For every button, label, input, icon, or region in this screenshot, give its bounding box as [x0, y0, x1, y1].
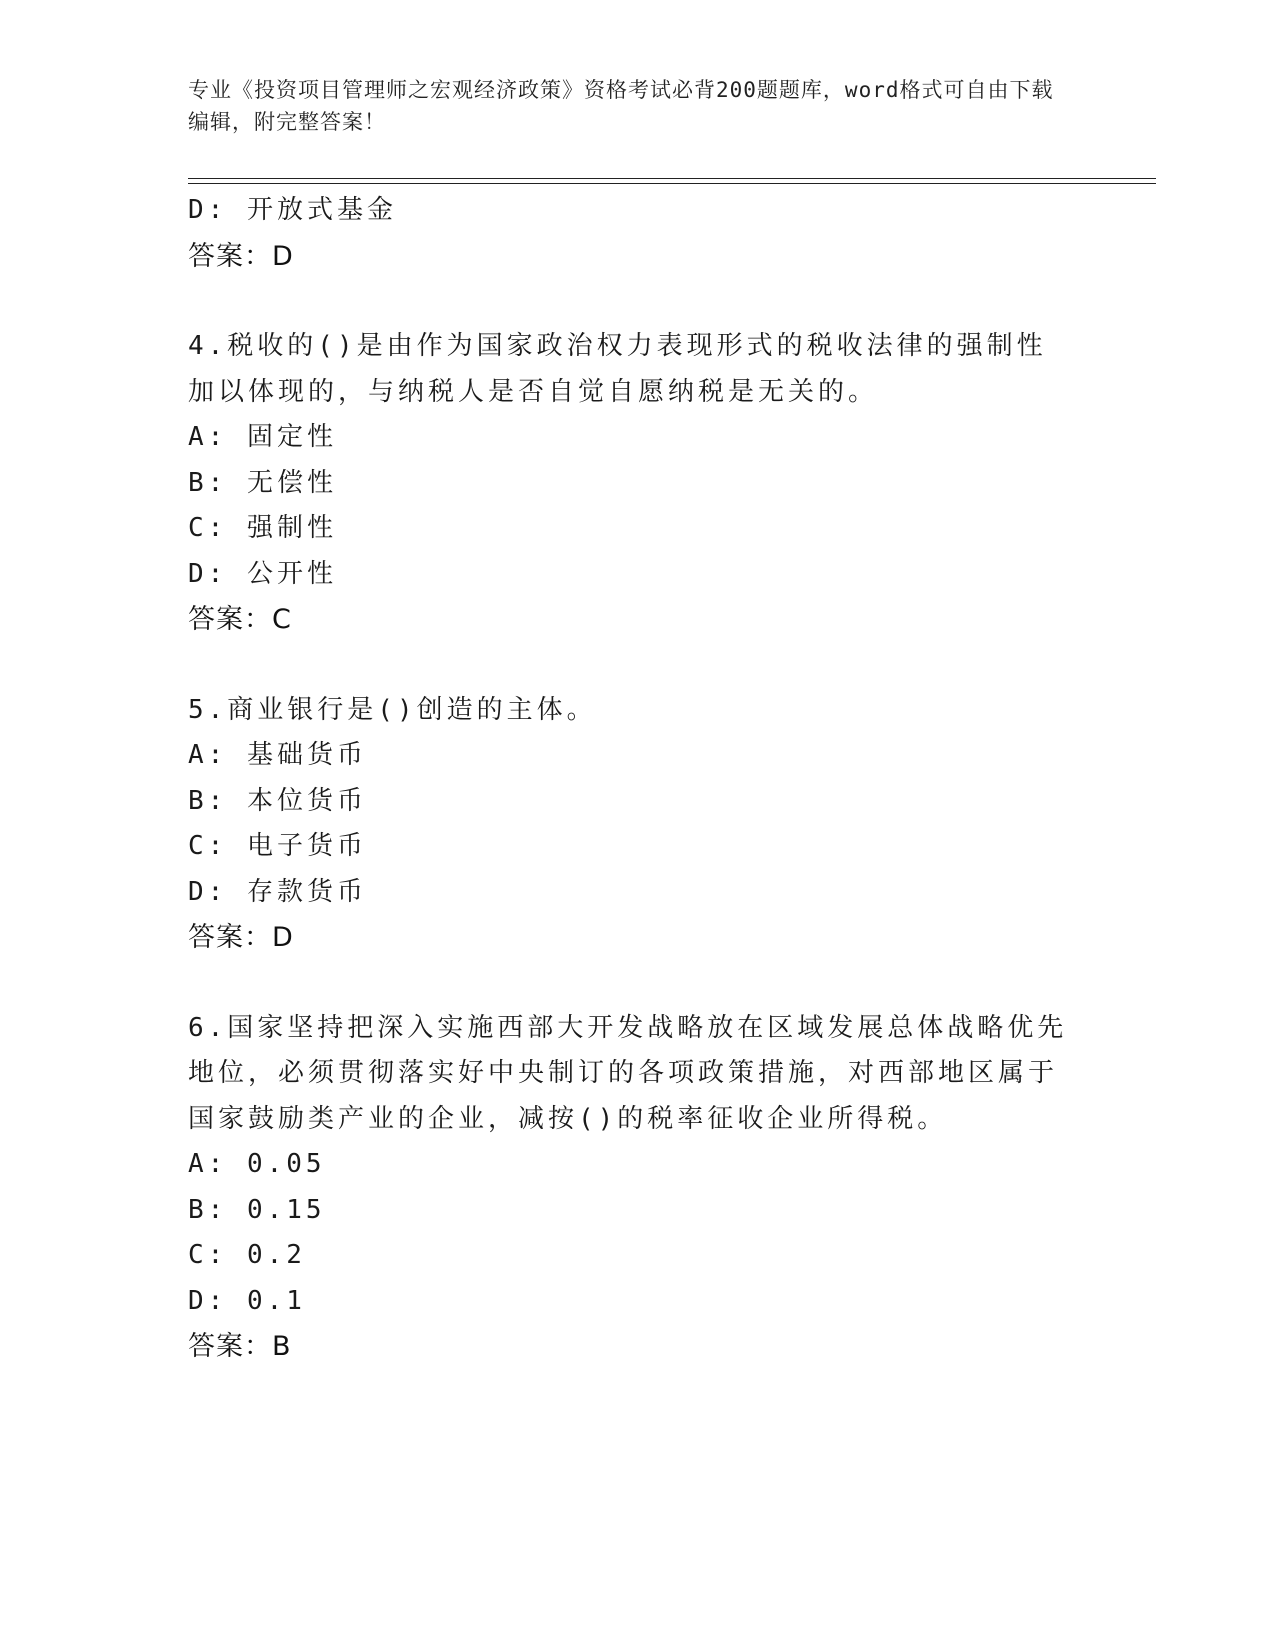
option-a: A: 基础货币: [188, 740, 367, 770]
document-header: 专业《投资项目管理师之宏观经济政策》资格考试必背200题题库，word格式可自由下载编辑，附完整答案！: [188, 78, 1054, 134]
lead-option-d: D: 开放式基金: [188, 195, 397, 225]
lead-answer: 答案：D: [188, 240, 294, 272]
option-d: D: 0.1: [188, 1285, 306, 1316]
question-list: [188, 188, 1068, 1370]
question-6: [188, 1006, 1068, 1370]
question-answer: 答案：D: [188, 922, 294, 953]
option-c: C: 电子货币: [188, 831, 367, 861]
option-d: D: 存款货币: [188, 876, 367, 907]
question-answer: 答案：B: [188, 1331, 292, 1362]
header-divider-bottom: [188, 183, 1156, 184]
question-stem: 5.商业银行是()创造的主体。: [188, 694, 597, 725]
question-answer: 答案：C: [188, 604, 292, 635]
option-d: D: 公开性: [188, 558, 337, 589]
question-stem: 6.国家坚持把深入实施西部大开发战略放在区域发展总体战略优先地位，必须贯彻落实好中央制订的各项政策措施，对西部地区属于国家鼓励类产业的企业，减按()的税率征收企业所得税。: [188, 1012, 1068, 1134]
option-c: C: 0.2: [188, 1240, 306, 1270]
option-b: B: 无偿性: [188, 467, 337, 498]
option-a: A: 0.05: [188, 1149, 326, 1179]
option-a: A: 固定性: [188, 422, 337, 452]
option-c: C: 强制性: [188, 513, 337, 543]
header-divider-top: [188, 178, 1156, 179]
question-4: [188, 324, 1068, 643]
question-stem: 4.税收的()是由作为国家政治权力表现形式的税收法律的强制性加以体现的，与纳税人是否自觉自愿纳税是无关的。: [188, 331, 1047, 407]
option-b: B: 本位货币: [188, 785, 367, 816]
question-5: [188, 688, 1068, 961]
option-b: B: 0.15: [188, 1194, 326, 1225]
